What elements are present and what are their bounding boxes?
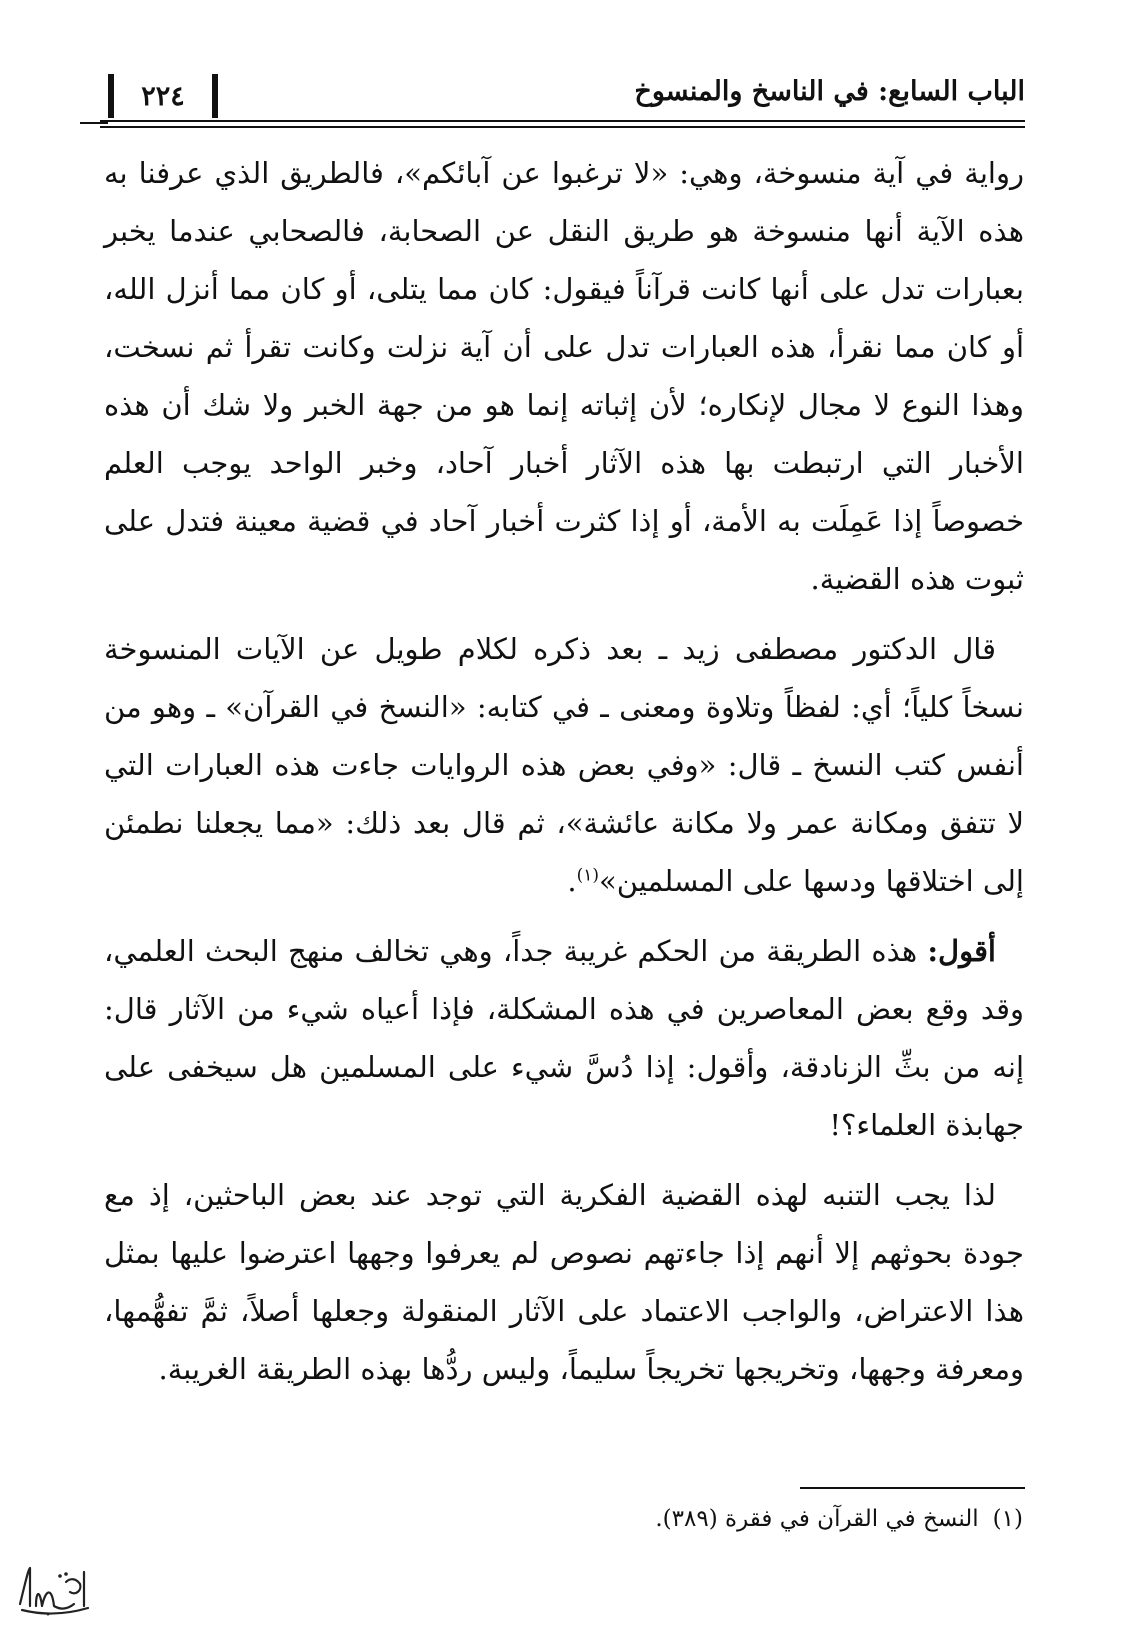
paragraph-lead: أقول:	[927, 934, 996, 968]
paragraph	[104, 922, 1024, 1154]
footnote-separator	[800, 1487, 1025, 1489]
footnote-text: النسخ في القرآن في فقرة (٣٨٩).	[655, 1506, 979, 1532]
paragraph-text: قال الدكتور مصطفى زيد ـ بعد ذكره لكلام طويل عن الآيات المنسوخة نسخاً كلياً؛ أي: لفظاً وتلاوة ومعنى ـ في كتابه: «النسخ في القرآن» ـ وهو من أنفس كتب النسخ ـ قال: «وفي بعض هذه الروايات جاءت هذه العبارات التي لا تتفق ومكانة عمر ولا مكانة عائشة»، ثم قال بعد ذلك: «مما يجعلنا نطمئن إلى اختلاقها ودسها على المسلمين»	[104, 632, 1024, 898]
logo-mark	[14, 1560, 94, 1620]
paragraph-text: لذا يجب التنبه لهذه القضية الفكرية التي توجد عند بعض الباحثين، إذ مع جودة بحوثهم إلا أنهم إذا جاءتهم نصوص لم يعرفوا وجهها اعترضوا عليها بمثل هذا الاعتراض، والواجب الاعتماد على الآثار المنقولة وجعلها أصلاً، ثمَّ تفهُّمها، ومعرفة وجهها، وتخريجها تخريجاً سليماً، وليس ردُّها بهذه الطريقة الغريبة.	[104, 1178, 1024, 1386]
paragraph	[104, 620, 1024, 910]
chapter-title: الباب السابع: في الناسخ والمنسوخ	[634, 76, 1025, 107]
footnote-reference[interactable]: (١)	[576, 865, 599, 886]
publisher-calligraphy-logo-icon	[14, 1560, 94, 1620]
paragraph-text: رواية في آية منسوخة، وهي: «لا ترغبوا عن آبائكم»، فالطريق الذي عرفنا به هذه الآية أنها منسوخة هو طريق النقل عن الصحابة، فالصحابي عندما يخبر بعبارات تدل على أنها كانت قرآناً فيقول: كان مما يتلى، أو كان مما أنزل الله، أو كان مما نقرأ، هذه العبارات تدل على أن آية نزلت وكانت تقرأ ثم نسخت، وهذا النوع لا مجال لإنكاره؛ لأن إثباته إنما هو من جهة الخبر ولا شك أن هذه الأخبار التي ارتبطت بها هذه الآثار أخبار آحاد، وخبر الواحد يوجب العلم خصوصاً إذا عَمِلَت به الأمة، أو إذا كثرت أخبار آحاد في قضية معينة فتدل على ثبوت هذه القضية.	[104, 156, 1024, 596]
paragraph	[104, 1166, 1024, 1398]
paragraph-text: هذه الطريقة من الحكم غريبة جداً، وهي تخالف منهج البحث العلمي، وقد وقع بعض المعاصرين في هذه المشكلة، فإذا أعياه شيء من الآثار قال: إنه من بثِّ الزنادقة، وأقول: إذا دُسَّ شيء على المسلمين هل سيخفى على جهابذة العلماء؟!	[104, 934, 1024, 1142]
header-rule-top	[100, 120, 1025, 122]
header-rule-left-stub	[80, 122, 108, 124]
page-number: ٢٢٤	[108, 74, 218, 118]
footnote-number: (١)	[992, 1506, 1023, 1532]
paragraph-tail: .	[567, 864, 577, 898]
header-rule-bottom	[100, 126, 1025, 128]
running-header	[100, 72, 1025, 130]
paragraph	[104, 144, 1024, 608]
footnote	[123, 1502, 1023, 1536]
body-text	[104, 144, 1024, 1410]
